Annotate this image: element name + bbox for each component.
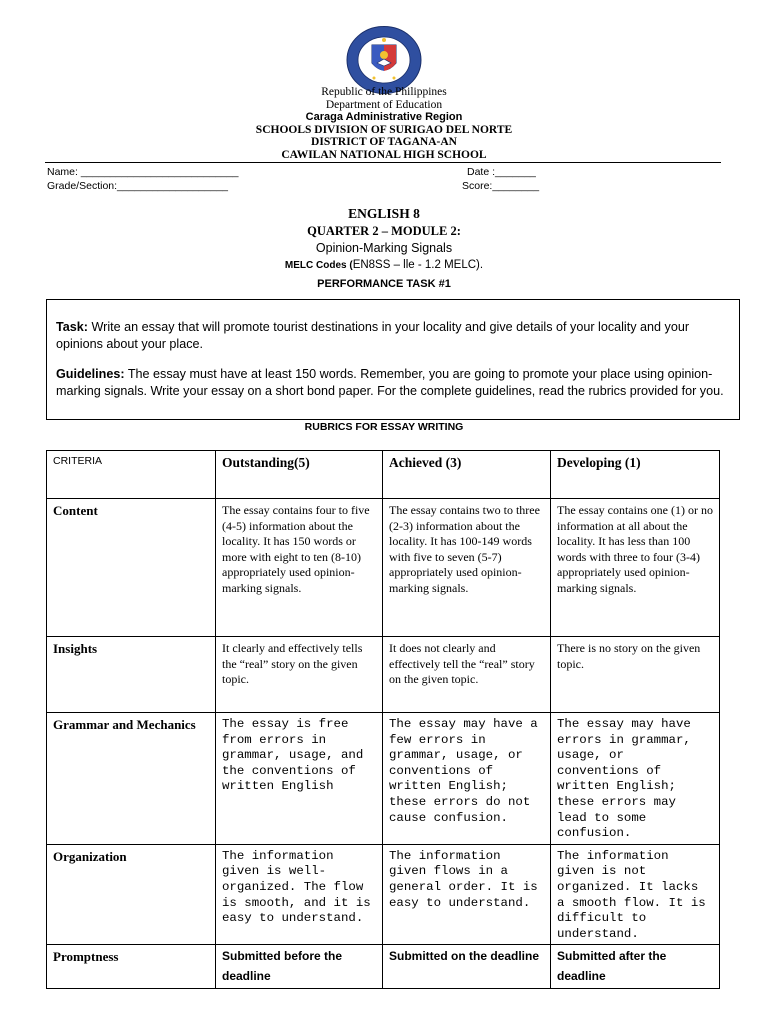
date-field[interactable]: Date :_______ xyxy=(467,166,536,178)
deped-seal-logo xyxy=(344,25,424,95)
grammar-achieved: The essay may have a few errors in grammar, usage, or conventions of written English; these errors do not cause confusion. xyxy=(383,713,551,845)
header-district: DISTRICT OF TAGANA-AN xyxy=(311,136,457,148)
header-department: Department of Education xyxy=(325,98,443,111)
rubric-header-row xyxy=(47,451,720,499)
grammar-developing: The essay may have errors in grammar, usage, or conventions of written English; these errors may lead to some confusion. xyxy=(551,713,720,845)
organization-outstanding: The information given is well-organized. The flow is smooth, and it is easy to understand. xyxy=(216,844,383,945)
performance-task-title: PERFORMANCE TASK #1 xyxy=(317,278,451,290)
organization-developing: The information given is not organized. It lacks a smooth flow. It is difficult to understand. xyxy=(551,844,720,945)
quarter-module-title: QUARTER 2 – MODULE 2: xyxy=(307,224,461,238)
guidelines-paragraph xyxy=(56,366,736,399)
rubric-table xyxy=(46,450,720,989)
name-field[interactable]: Name: ___________________________ xyxy=(47,166,239,178)
rubric-row-insights xyxy=(47,637,720,713)
subject-title: ENGLISH 8 xyxy=(348,206,420,221)
insights-developing: There is no story on the given topic. xyxy=(551,637,720,713)
topic-title xyxy=(0,241,768,255)
guidelines-label: Guidelines: xyxy=(56,367,125,381)
header-republic: Republic of the Philippines xyxy=(321,86,447,98)
rubric-title: RUBRICS FOR ESSAY WRITING xyxy=(304,421,464,433)
rubric-row-promptness xyxy=(47,945,720,989)
organization-achieved: The information given flows in a general order. It is easy to understand. xyxy=(383,844,551,945)
melc-label: MELC Codes ( xyxy=(284,260,353,271)
task-box xyxy=(46,299,740,420)
header-outstanding: Outstanding(5) xyxy=(216,451,383,499)
criterion-promptness: Promptness xyxy=(47,945,216,989)
criterion-insights: Insights xyxy=(47,637,216,713)
criterion-content: Content xyxy=(47,499,216,637)
header-criteria: CRITERIA xyxy=(47,451,216,499)
header-divider xyxy=(45,162,721,163)
rubric-row-grammar xyxy=(47,713,720,845)
melc-code: EN8SS – lle - 1.2 MELC). xyxy=(352,259,484,271)
header-division: SCHOOLS DIVISION OF SURIGAO DEL NORTE xyxy=(255,123,513,136)
header-achieved: Achieved (3) xyxy=(383,451,551,499)
task-paragraph xyxy=(56,319,736,352)
header-region: Caraga Administrative Region xyxy=(305,111,463,123)
content-developing: The essay contains one (1) or no information at all about the locality. It has less than 100 words with three to four (3-4) appropriately used opinion-marking signals. xyxy=(551,499,720,637)
topic-text: Opinion-Marking Signals xyxy=(315,241,453,255)
rubric-row-content xyxy=(47,499,720,637)
grade-section-field[interactable]: Grade/Section:___________________ xyxy=(47,180,228,192)
content-outstanding: The essay contains four to five (4-5) information about the locality. It has 150 words or more with eight to ten (8-10) appropriately used opinion-marking signals. xyxy=(216,499,383,637)
promptness-outstanding: Submitted before the deadline xyxy=(216,945,383,989)
header-developing: Developing (1) xyxy=(551,451,720,499)
insights-achieved: It does not clearly and effectively tell the “real” story on the given topic. xyxy=(383,637,551,713)
criterion-organization: Organization xyxy=(47,844,216,945)
insights-outstanding: It clearly and effectively tells the “real” story on the given topic. xyxy=(216,637,383,713)
criterion-grammar-mechanics: Grammar and Mechanics xyxy=(47,713,216,845)
promptness-achieved: Submitted on the deadline xyxy=(383,945,551,989)
content-achieved: The essay contains two to three (2-3) information about the locality. It has 100-149 words with five to seven (5-7) appropriately used opinion-marking signals. xyxy=(383,499,551,637)
task-text: Write an essay that will promote tourist destinations in your locality and give details of your locality and your opinions about your place. xyxy=(56,320,690,351)
task-label: Task: xyxy=(56,320,88,334)
header-school: CAWILAN NATIONAL HIGH SCHOOL xyxy=(281,148,487,161)
promptness-developing: Submitted after the deadline xyxy=(551,945,720,989)
rubric-row-organization xyxy=(47,844,720,945)
guidelines-text: The essay must have at least 150 words. Remember, you are going to promote your place using opinion-marking signals. Write your essay on a short bond paper. For the complete guidelines, read the rubrics provided for you. xyxy=(56,367,724,398)
grammar-outstanding: The essay is free from errors in grammar, usage, and the conventions of written English xyxy=(216,713,383,845)
score-field[interactable]: Score:________ xyxy=(462,180,540,192)
melc-codes xyxy=(0,259,768,271)
